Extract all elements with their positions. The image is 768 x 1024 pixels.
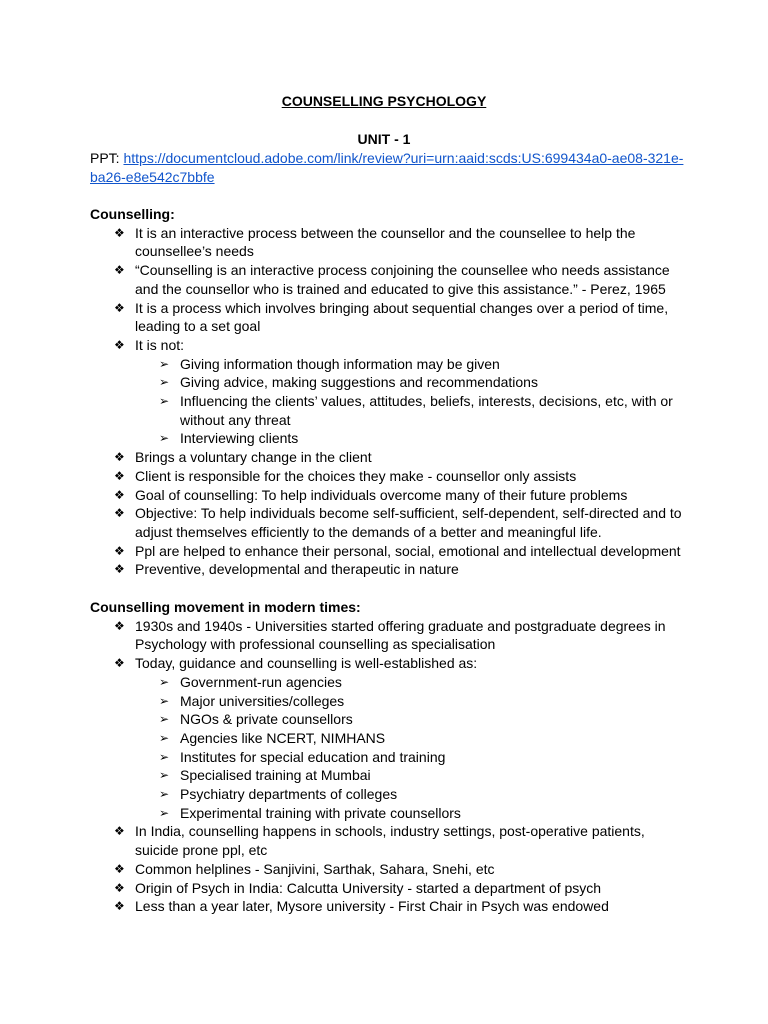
section-counselling <box>90 205 690 579</box>
bullet-list <box>90 617 690 916</box>
sub-list-item: ➢ Government-run agencies <box>90 673 690 692</box>
sub-list-item: ➢ Agencies like NCERT, NIMHANS <box>90 729 690 748</box>
unit-heading: UNIT - 1 <box>357 131 411 147</box>
list-item: ❖ In India, counselling happens in schools, industry settings, post-operative patients, suicide prone ppl, etc <box>90 822 690 859</box>
sub-list-item: ➢ Experimental training with private counsellors <box>90 804 690 823</box>
document-title: COUNSELLING PSYCHOLOGY <box>281 93 487 109</box>
list-item: ❖ “Counselling is an interactive process conjoining the counsellee who needs assistance and the counsellor who is trained and educated to give this assistance.” - Perez, 1965 <box>90 261 690 298</box>
list-item: ❖ Common helplines - Sanjivini, Sarthak, Sahara, Snehi, etc <box>90 860 690 879</box>
section-counselling-movement <box>90 598 690 916</box>
list-item: ❖ It is an interactive process between the counsellor and the counsellee to help the counsellee’s needs <box>90 224 690 261</box>
bullet-list <box>90 224 690 579</box>
list-item: ❖ Less than a year later, Mysore university - First Chair in Psych was endowed <box>90 897 690 916</box>
list-item: ❖ Objective: To help individuals become self-sufficient, self-dependent, self-directed and to adjust themselves efficiently to the demands of a better and meaningful life. <box>90 504 690 541</box>
list-item-today <box>90 654 690 822</box>
list-item: ❖ Preventive, developmental and therapeutic in nature <box>90 560 690 579</box>
sub-list-item: ➢ Major universities/colleges <box>90 692 690 711</box>
section-heading: Counselling movement in modern times: <box>90 599 361 615</box>
list-item-label: Today, guidance and counselling is well-established as: <box>135 655 478 672</box>
sub-list-item: ➢ Giving advice, making suggestions and recommendations <box>90 373 690 392</box>
list-item: ❖ Client is responsible for the choices they make - counsellor only assists <box>90 467 690 486</box>
list-item: ❖ Goal of counselling: To help individuals overcome many of their future problems <box>90 486 690 505</box>
sub-list-item: ➢ Giving information though information may be given <box>90 355 690 374</box>
sub-list-item: ➢ Psychiatry departments of colleges <box>90 785 690 804</box>
sub-list-item: ➢ Institutes for special education and training <box>90 748 690 767</box>
sub-list-item: ➢ Influencing the clients’ values, attitudes, beliefs, interests, decisions, etc, with or without any threat <box>90 392 690 429</box>
sub-bullet-list <box>135 355 690 449</box>
list-item: ❖ Ppl are helped to enhance their personal, social, emotional and intellectual development <box>90 542 690 561</box>
ppt-link[interactable]: https://documentcloud.adobe.com/link/review?uri=urn:aaid:scds:US:699434a0-ae08-321e-ba26-e8e542c7bbfe <box>90 150 684 185</box>
section-heading: Counselling: <box>90 206 175 222</box>
list-item-label: It is not: <box>135 336 185 353</box>
ppt-line <box>90 149 690 186</box>
list-item: ❖ Brings a voluntary change in the client <box>90 448 690 467</box>
list-item: ❖ 1930s and 1940s - Universities started offering graduate and postgraduate degrees in Psychology with professional counselling as specialisation <box>90 617 690 654</box>
ppt-label: PPT: <box>90 150 120 166</box>
list-item: ❖ It is a process which involves bringing about sequential changes over a period of time, leading to a set goal <box>90 299 690 336</box>
list-item-it-is-not <box>90 336 690 448</box>
sub-list-item: ➢ Specialised training at Mumbai <box>90 766 690 785</box>
sub-list-item: ➢ Interviewing clients <box>90 429 690 448</box>
sub-list-item: ➢ NGOs & private counsellors <box>90 710 690 729</box>
list-item: ❖ Origin of Psych in India: Calcutta University - started a department of psych <box>90 879 690 898</box>
sub-bullet-list <box>135 673 690 823</box>
